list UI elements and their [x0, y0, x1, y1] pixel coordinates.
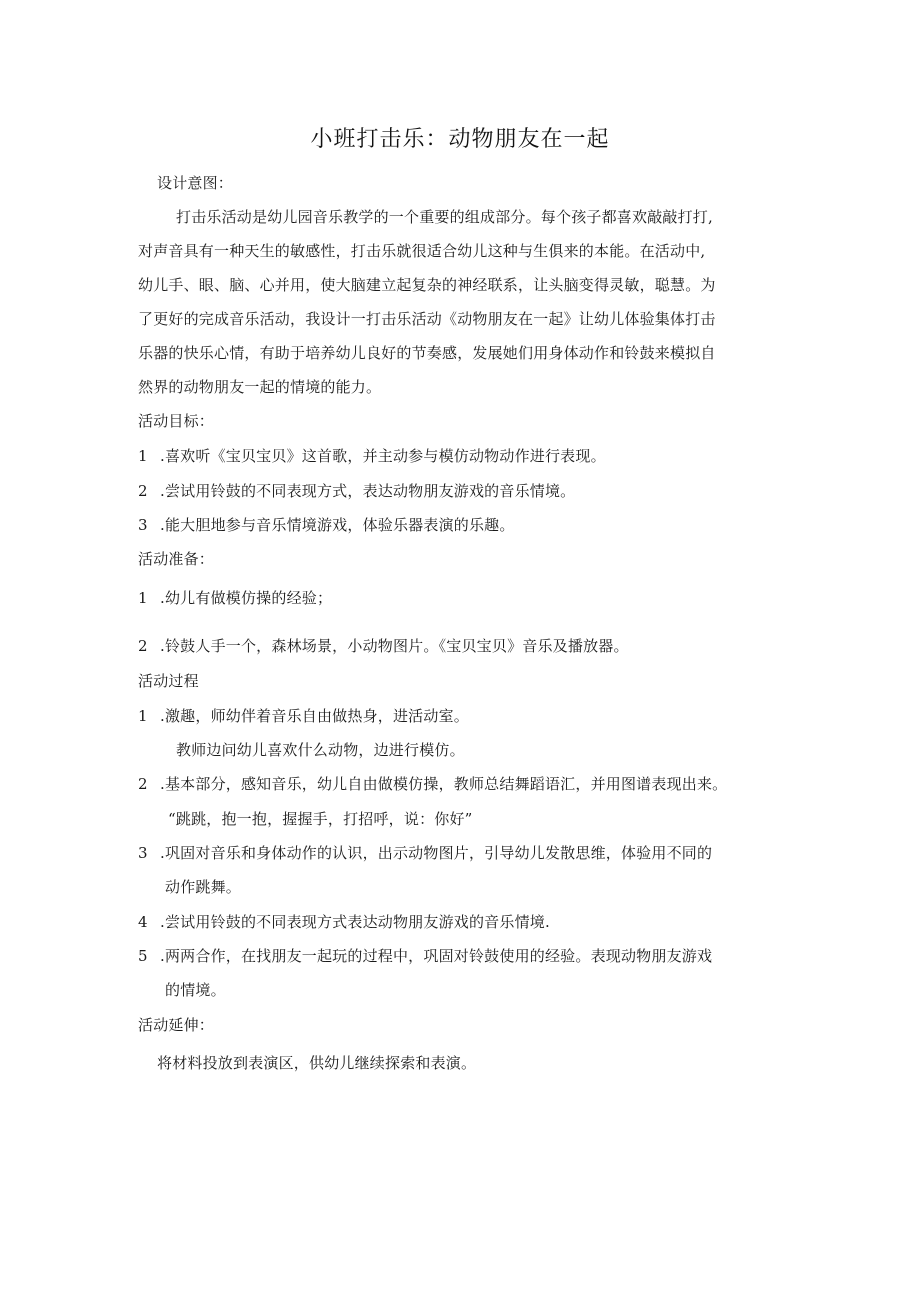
list-item-number: 3	[138, 844, 148, 862]
extension-text: 将材料投放到表演区，供幼儿继续探索和表演。	[157, 1054, 477, 1072]
list-item	[138, 588, 332, 608]
page-title: 小班打击乐：动物朋友在一起	[310, 127, 610, 152]
list-item-text: .幼儿有做模仿操的经验；	[160, 589, 333, 607]
list-item-text: .尝试用铃鼓的不同表现方式，表达动物朋友游戏的音乐情境。	[160, 482, 576, 500]
list-item	[138, 946, 712, 966]
list-item	[138, 446, 606, 466]
list-item-subtext: 教师边问幼儿喜欢什么动物，边进行模仿。	[176, 741, 465, 759]
list-item	[138, 636, 629, 656]
list-item-number: 1	[138, 447, 148, 465]
design-intent-heading: 设计意图：	[157, 174, 234, 192]
list-item-text: .两两合作，在找朋友一起玩的过程中，巩固对铃鼓使用的经验。表现动物朋友游戏	[160, 947, 713, 965]
goals-heading: 活动目标：	[138, 412, 215, 430]
list-item-number: 2	[138, 482, 148, 500]
list-item-subtext: “跳跳，抱一抱，握握手，打招呼，说：你好”	[168, 810, 473, 828]
list-item	[138, 515, 515, 535]
list-item-number: 1	[138, 707, 148, 725]
list-item	[138, 912, 550, 932]
paragraph-line: 然界的动物朋友一起的情境的能力。	[138, 378, 382, 396]
list-item-number: 4	[138, 913, 148, 931]
list-item	[138, 481, 575, 501]
list-item	[138, 706, 469, 726]
preparation-heading: 活动准备：	[138, 550, 215, 568]
paragraph-line: 对声音具有一种天生的敏感性，打击乐就很适合幼儿这种与生俱来的本能。在活动中,	[138, 242, 706, 260]
paragraph-line: 了更好的完成音乐活动，我设计一打击乐活动《动物朋友在一起》让幼儿体验集体打击	[138, 310, 716, 328]
list-item-number: 2	[138, 637, 148, 655]
list-item-text: .能大胆地参与音乐情境游戏，体验乐器表演的乐趣。	[160, 516, 515, 534]
paragraph-line: 幼儿手、眼、脑、心并用，使大脑建立起复杂的神经联系，让头脑变得灵敏，聪慧。为	[138, 276, 716, 294]
list-item-subtext: 的情境。	[165, 981, 226, 999]
list-item-text: .基本部分，感知音乐，幼儿自由做模仿操，教师总结舞蹈语汇，并用图谱表现出来。	[160, 775, 728, 793]
process-heading: 活动过程	[138, 672, 199, 690]
list-item-text: .铃鼓人手一个，森林场景，小动物图片。《宝贝宝贝》音乐及播放器。	[160, 637, 629, 655]
list-item-text: .巩固对音乐和身体动作的认识，出示动物图片，引导幼儿发散思维，体验用不同的	[160, 844, 713, 862]
list-item-text: .喜欢听《宝贝宝贝》这首歌，并主动参与模仿动物动作进行表现。	[160, 447, 606, 465]
list-item-number: 1	[138, 589, 148, 607]
list-item-text: .激趣，师幼伴着音乐自由做热身，进活动室。	[160, 707, 469, 725]
paragraph-line: 乐器的快乐心情，有助于培养幼儿良好的节奏感，发展她们用身体动作和铃鼓来模拟自	[138, 344, 716, 362]
list-item-number: 5	[138, 947, 148, 965]
extension-heading: 活动延伸：	[138, 1016, 215, 1034]
list-item	[138, 843, 712, 863]
list-item-subtext: 动作跳舞。	[165, 878, 242, 896]
list-item	[138, 774, 727, 794]
list-item-number: 2	[138, 775, 148, 793]
paragraph-line: 打击乐活动是幼儿园音乐教学的一个重要的组成部分。每个孩子都喜欢敲敲打打,	[176, 208, 713, 226]
list-item-text: .尝试用铃鼓的不同表现方式表达动物朋友游戏的音乐情境.	[160, 913, 550, 931]
list-item-number: 3	[138, 516, 148, 534]
